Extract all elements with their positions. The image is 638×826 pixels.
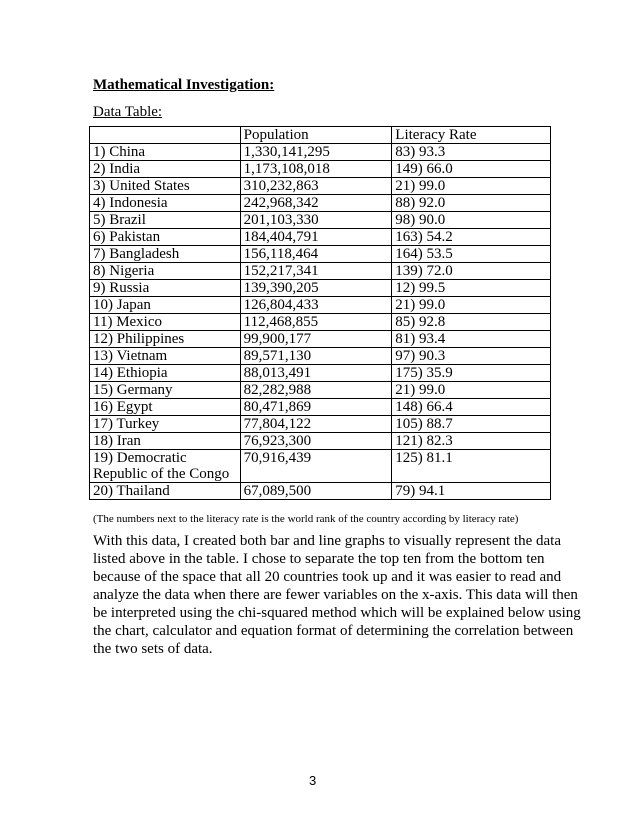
cell-literacy-rate: 21) 99.0	[392, 297, 551, 314]
table-row	[90, 348, 551, 365]
cell-literacy-rate: 83) 93.3	[392, 144, 551, 161]
table-row	[90, 178, 551, 195]
cell-population: 1,330,141,295	[240, 144, 392, 161]
cell-population: 99,900,177	[240, 331, 392, 348]
cell-literacy-rate: 105) 88.7	[392, 416, 551, 433]
table-row	[90, 263, 551, 280]
table-row	[90, 399, 551, 416]
table-row	[90, 382, 551, 399]
section-heading: Mathematical Investigation:	[93, 77, 275, 93]
cell-population: 82,282,988	[240, 382, 392, 399]
table-footnote: (The numbers next to the literacy rate is the world rank of the country according by literacy rate)	[93, 513, 519, 525]
paragraph-line: listed above in the table. I chose to separate the top ten from the bottom ten	[93, 551, 545, 567]
header-literacy-rate: Literacy Rate	[392, 127, 551, 144]
cell-population: 67,089,500	[240, 483, 392, 500]
cell-literacy-rate: 175) 35.9	[392, 365, 551, 382]
paragraph-line: be interpreted using the chi-squared method which will be explained below using	[93, 605, 581, 621]
cell-population: 152,217,341	[240, 263, 392, 280]
cell-country: 14) Ethiopia	[90, 365, 241, 382]
table-row	[90, 365, 551, 382]
cell-country: 3) United States	[90, 178, 241, 195]
cell-population: 139,390,205	[240, 280, 392, 297]
table-row	[90, 280, 551, 297]
cell-population: 1,173,108,018	[240, 161, 392, 178]
body-paragraph	[93, 532, 581, 658]
cell-country: 8) Nigeria	[90, 263, 241, 280]
cell-literacy-rate: 85) 92.8	[392, 314, 551, 331]
page-number: 3	[309, 773, 317, 788]
table-row	[90, 416, 551, 433]
table-row	[90, 331, 551, 348]
cell-literacy-rate: 164) 53.5	[392, 246, 551, 263]
header-country	[90, 127, 241, 144]
header-population: Population	[240, 127, 392, 144]
cell-population: 88,013,491	[240, 365, 392, 382]
cell-population: 156,118,464	[240, 246, 392, 263]
cell-population: 184,404,791	[240, 229, 392, 246]
table-row	[90, 246, 551, 263]
data-table	[89, 126, 551, 500]
cell-country: 20) Thailand	[90, 483, 241, 500]
table-body	[90, 144, 551, 500]
cell-literacy-rate: 79) 94.1	[392, 483, 551, 500]
table-row	[90, 212, 551, 229]
cell-literacy-rate: 88) 92.0	[392, 195, 551, 212]
cell-population: 70,916,439	[240, 450, 392, 483]
table-header-row	[90, 127, 551, 144]
cell-country: 9) Russia	[90, 280, 241, 297]
cell-country: 10) Japan	[90, 297, 241, 314]
cell-country: 13) Vietnam	[90, 348, 241, 365]
cell-country: 12) Philippines	[90, 331, 241, 348]
cell-country: 19) Democratic Republic of the Congo	[90, 450, 241, 483]
cell-country: 18) Iran	[90, 433, 241, 450]
table-row	[90, 450, 551, 483]
paragraph-line: the two sets of data.	[93, 641, 213, 657]
paragraph-line: analyze the data when there are fewer variables on the x-axis. This data will then	[93, 587, 578, 603]
cell-country: 5) Brazil	[90, 212, 241, 229]
paragraph-line: because of the space that all 20 countries took up and it was easier to read and	[93, 569, 562, 585]
cell-population: 89,571,130	[240, 348, 392, 365]
cell-literacy-rate: 149) 66.0	[392, 161, 551, 178]
table-caption: Data Table:	[93, 104, 163, 120]
cell-population: 310,232,863	[240, 178, 392, 195]
paragraph-line: the chart, calculator and equation format of determining the correlation between	[93, 623, 574, 639]
cell-literacy-rate: 21) 99.0	[392, 382, 551, 399]
cell-literacy-rate: 139) 72.0	[392, 263, 551, 280]
cell-country: 11) Mexico	[90, 314, 241, 331]
table-row	[90, 483, 551, 500]
table-row	[90, 144, 551, 161]
cell-population: 126,804,433	[240, 297, 392, 314]
cell-literacy-rate: 12) 99.5	[392, 280, 551, 297]
cell-literacy-rate: 148) 66.4	[392, 399, 551, 416]
cell-population: 201,103,330	[240, 212, 392, 229]
table-row	[90, 314, 551, 331]
cell-population: 242,968,342	[240, 195, 392, 212]
cell-literacy-rate: 98) 90.0	[392, 212, 551, 229]
cell-literacy-rate: 81) 93.4	[392, 331, 551, 348]
cell-literacy-rate: 163) 54.2	[392, 229, 551, 246]
cell-country: 16) Egypt	[90, 399, 241, 416]
cell-country: 4) Indonesia	[90, 195, 241, 212]
table-row	[90, 229, 551, 246]
cell-country: 15) Germany	[90, 382, 241, 399]
cell-country: 17) Turkey	[90, 416, 241, 433]
cell-country: 6) Pakistan	[90, 229, 241, 246]
cell-literacy-rate: 121) 82.3	[392, 433, 551, 450]
cell-country: 2) India	[90, 161, 241, 178]
cell-country: 7) Bangladesh	[90, 246, 241, 263]
cell-population: 76,923,300	[240, 433, 392, 450]
paragraph-line: With this data, I created both bar and line graphs to visually represent the data	[93, 533, 561, 549]
cell-country: 1) China	[90, 144, 241, 161]
cell-literacy-rate: 21) 99.0	[392, 178, 551, 195]
table-row	[90, 161, 551, 178]
cell-population: 112,468,855	[240, 314, 392, 331]
cell-population: 77,804,122	[240, 416, 392, 433]
table-row	[90, 433, 551, 450]
table-row	[90, 297, 551, 314]
table-row	[90, 195, 551, 212]
cell-literacy-rate: 97) 90.3	[392, 348, 551, 365]
cell-literacy-rate: 125) 81.1	[392, 450, 551, 483]
cell-population: 80,471,869	[240, 399, 392, 416]
